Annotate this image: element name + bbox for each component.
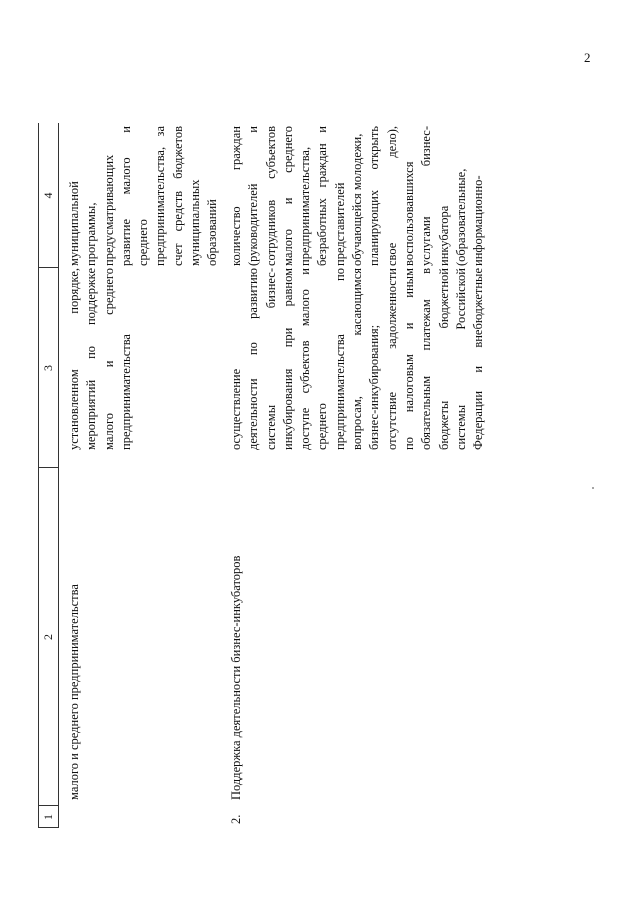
column-number-4: 4 [41, 192, 55, 199]
row-2-indicator-line: предпринимательства, [298, 146, 313, 266]
row-1-indicator-line: счет средств бюджетов [170, 126, 185, 266]
row-2-number: 2. [229, 814, 243, 824]
row-1-indicator [66, 126, 222, 266]
row-2-condition-line: обязательным платежам в [419, 268, 434, 450]
row-2-indicator-line: планирующих открыть [367, 126, 382, 266]
row-2-indicator-line: инкубатора [436, 205, 451, 266]
row-2-condition-line: бюджеты бюджетной [436, 268, 451, 450]
row-2-indicator-line: услугами бизнес- [419, 126, 434, 266]
row-1-indicator-line: предпринимательства, за [153, 126, 168, 266]
column-number-3: 3 [41, 365, 55, 371]
row-2-indicator-line: (образовательные, [453, 168, 468, 266]
row-2-indicator-line: безработных граждан и [315, 126, 330, 266]
row-2-condition-line: по налоговым и иным [401, 268, 416, 450]
row-2-indicator-line: малого и среднего [280, 126, 295, 266]
row-1-condition-line: мероприятий по поддержке [84, 268, 99, 450]
header-bottom-border [58, 123, 59, 828]
row-1-indicator-line: среднего [136, 219, 151, 266]
row-2-condition-line: бизнес-инкубирования; [367, 324, 382, 450]
row-1-condition-line: предпринимательства [118, 334, 133, 450]
row-2-name: Поддержка деятельности бизнес-инкубаторов [229, 555, 243, 800]
row-2-condition-line: доступе субъектов малого и [298, 268, 313, 450]
row-2-indicator-line: представителей [332, 182, 347, 266]
row-2-condition-line: деятельности по развитию [246, 268, 261, 450]
row-2-indicator-line: информационно- [471, 175, 486, 266]
row-2-indicator-line: воспользовавшихся [401, 161, 416, 266]
scan-speck [592, 487, 594, 489]
rotated-table-page [38, 123, 598, 828]
row-1-condition [66, 268, 135, 450]
row-2-indicator-line: (руководителей и [246, 126, 261, 266]
row-1-indicator-line: муниципальной [67, 181, 81, 266]
row-1-indicator-line: предусматривающих [101, 154, 116, 266]
row-1-indicator-line: программы, [84, 202, 99, 266]
row-1-name: малого и среднего предпринимательства [67, 584, 81, 800]
row-2-condition [228, 268, 487, 450]
row-2-indicator [228, 126, 487, 266]
column-number-2: 2 [41, 634, 55, 640]
row-2-indicator-line: свое дело), [384, 126, 399, 266]
row-2-condition-line: среднего [315, 403, 330, 450]
row-2-condition-line: Федерации и внебюджетные [471, 268, 486, 450]
row-1-indicator-line: образований [205, 199, 220, 266]
row-2-condition-line: вопросам, касающимся [350, 268, 365, 450]
row-2-condition-line: системы Российской [453, 268, 468, 450]
row-2-indicator-line: сотрудников субъектов [263, 126, 278, 266]
row-1-condition-line: малого и среднего [101, 268, 116, 450]
row-2-condition-line: осуществление [229, 368, 243, 450]
row-2-condition-line: отсутствие задолженности [384, 268, 399, 450]
row-2-indicator-line: количество граждан [229, 126, 243, 266]
column-number-1: 1 [41, 814, 55, 820]
row-1-indicator-line: развитие малого и [118, 126, 133, 266]
page-number: 2 [584, 50, 591, 65]
row-2-condition-line: инкубирования при равном [280, 268, 295, 450]
row-1-condition-line: установленном порядке, [67, 268, 81, 450]
row-2-condition-line: предпринимательства по [332, 268, 347, 450]
row-1-indicator-line: муниципальных [188, 179, 203, 266]
row-2-indicator-line: обучающейся молодежи, [350, 133, 365, 266]
row-2-condition-line: системы бизнес- [263, 268, 278, 450]
